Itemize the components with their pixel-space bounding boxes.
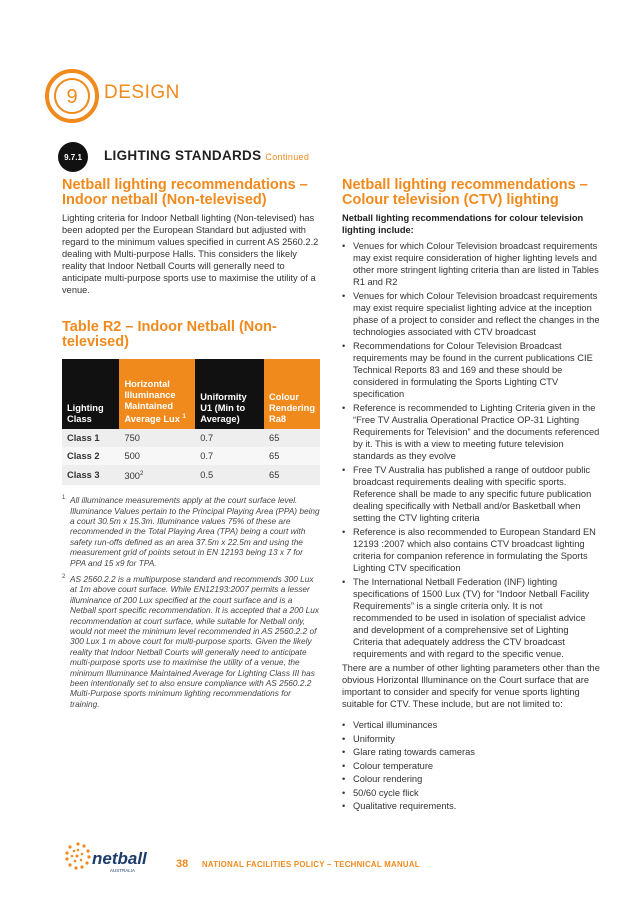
list-item: • Uniformity bbox=[342, 733, 600, 745]
table-row bbox=[62, 447, 320, 465]
row-uniformity: 0.7 bbox=[195, 429, 264, 447]
footnote-text: AS 2560.2.2 is a multipurpose standard and recommends 300 Lux at 1m above court surface. While EN12193:2007 permits a lesser illuminance of 200 Lux specified at the court surface and is a Netball sport specific recommendation. It is accepted that a 200 Lux recommendation at court surface, while suitable for Netball only, would not meet the minimum level recommended in AS 2560.2.2 of 300 Lux 1 m above court for multi-purpose sports. Given the likely reality that Indoor Netball Courts will generally need to anticipate multi-purpose sports use to maximise the utility of a venue, the minimum Illuminance Maintained Average for Lighting Class III has been intentionally set to also ensure compliance with AS 2560.2.2 Multi-Purpose sports minimum lighting recommendations for training. bbox=[70, 573, 320, 709]
footer-title: NATIONAL FACILITIES POLICY – TECHNICAL MANUAL bbox=[202, 860, 420, 869]
list-item: • Glare rating towards cameras bbox=[342, 746, 600, 758]
list-item: • Colour temperature bbox=[342, 760, 600, 772]
chapter-title: DESIGN bbox=[104, 82, 180, 103]
row-class-label: Class 2 bbox=[62, 447, 119, 465]
row-uniformity: 0.5 bbox=[195, 465, 264, 485]
list-item: • Recommendations for Colour Television Broadcast requirements may be found in the current publications CIE Technical Reports 83 and 169 and these should be considered in formulating the Sports Lighting CTV specification bbox=[342, 340, 600, 400]
header-colour-rendering: Colour Rendering Ra8 bbox=[264, 359, 320, 429]
row-rendering: 65 bbox=[264, 447, 320, 465]
lighting-table bbox=[62, 359, 320, 485]
continued-label: Continued bbox=[265, 152, 310, 162]
list-item: • Venues for which Colour Television broadcast requirements may exist require specialist lighting advice at the inception phase of a project to consider and reflect the changes in the technologies associated with CTV broadcast bbox=[342, 290, 600, 338]
right-column bbox=[342, 178, 600, 814]
logo-wordmark: netball bbox=[92, 849, 147, 868]
list-item: • Vertical illuminances bbox=[342, 719, 600, 731]
table-row bbox=[62, 429, 320, 447]
list-item: • Venues for which Colour Television broadcast requirements may exist require consideration of higher lighting levels and other more stringent lighting criteria than are listed in Tables R1 and R2 bbox=[342, 240, 600, 288]
ctv-subhead: Netball lighting recommendations for colour television lighting include: bbox=[342, 213, 584, 235]
list-item: • 50/60 cycle flick bbox=[342, 787, 600, 799]
row-lux: 500 bbox=[119, 447, 195, 465]
table-header-row bbox=[62, 359, 320, 429]
section-title-text: LIGHTING STANDARDS bbox=[104, 148, 262, 163]
logo-subtext: AUSTRALIA bbox=[110, 868, 136, 873]
row-lux-value: 300 bbox=[124, 471, 140, 482]
ctv-parameters-list bbox=[342, 719, 600, 812]
list-item: • Reference is recommended to Lighting Criteria given in the “Free TV Australia Operational Practice OP-31 Lighting Requirements for Television” and the documents referenced by it. This is with a view to meeting future television standards as they evolve bbox=[342, 402, 600, 462]
footnote-mark: 1 bbox=[62, 495, 66, 502]
list-item: • Colour rendering bbox=[342, 773, 600, 785]
footnote-text: All illuminance measurements apply at the court surface level. Illuminance Values pertain to the Principal Playing Area (PPA) being a court 30.5m x 15.3m. Illuminance values 75% of these are recommended in the Total Playing Area (TPA) being a court with safety run-offs defined as an area 37.5m x 22.5m and using the measurement grid of points setout in EN 12193 being 13 x 7 for PPA and 15 x9 for TPA. bbox=[70, 495, 320, 568]
list-item: • Reference is also recommended to European Standard EN 12193 :2007 which also contains CTV broadcast lighting criteria for companion reference in formulating the Sports Lighting CTV specification bbox=[342, 526, 600, 574]
ctv-heading: Netball lighting recommendations – Colour television (CTV) lighting bbox=[342, 177, 588, 208]
header-footnote-mark: 1 bbox=[182, 413, 186, 420]
header-horizontal-illuminance bbox=[119, 359, 195, 429]
header-uniformity: Uniformity U1 (Min to Average) bbox=[195, 359, 264, 429]
left-column bbox=[62, 178, 320, 709]
row-lux bbox=[119, 465, 195, 485]
page-number: 38 bbox=[176, 858, 189, 870]
section-number-badge: 9.7.1 bbox=[58, 142, 88, 172]
row-rendering: 65 bbox=[264, 465, 320, 485]
indoor-intro: Lighting criteria for Indoor Netball lighting (Non-televised) has been adopted per the European Standard but adjusted with regard to the minimum values specified in current AS 2560.2.2 dealing with Multi-purpose Halls. This considers the likely reality that Indoor Netball Courts will generally need to anticipate multi-purpose sports use to maximise the utility of a venue. bbox=[62, 213, 319, 295]
ctv-parameters-paragraph: There are a number of other lighting parameters other than the obvious Horizontal Illuminance on the Court surface that are important to consider and specify for venue sports lighting suitable for CTV. These include, but are not limited to: bbox=[342, 663, 600, 709]
row-uniformity: 0.7 bbox=[195, 447, 264, 465]
footnote bbox=[62, 574, 320, 709]
row-lux: 750 bbox=[119, 429, 195, 447]
list-item: • Free TV Australia has published a range of outdoor public broadcast requirements dealing with specific sports. Reference shall be made to any specific future publication dealing specifically with Netball and/or Basketball when setting the CTV lighting criteria bbox=[342, 464, 600, 524]
netball-australia-logo bbox=[60, 838, 170, 876]
header-illuminance-text: Horizontal Illuminance Maintained Average Lux bbox=[124, 378, 180, 424]
row-class-label: Class 1 bbox=[62, 429, 119, 447]
row-class-label: Class 3 bbox=[62, 465, 119, 485]
row-rendering: 65 bbox=[264, 429, 320, 447]
chapter-badge bbox=[44, 68, 100, 124]
indoor-heading: Netball lighting recommendations – Indoor netball (Non-televised) bbox=[62, 177, 308, 208]
footnote bbox=[62, 495, 320, 568]
header-lighting-class: Lighting Class bbox=[62, 359, 119, 429]
ctv-recommendations-list bbox=[342, 240, 600, 660]
row-lux-footnote-mark: 2 bbox=[139, 471, 144, 477]
section-title bbox=[104, 148, 309, 163]
table-row bbox=[62, 465, 320, 485]
footnote-mark: 2 bbox=[62, 573, 66, 580]
table-title: Table R2 – Indoor Netball (Non-televised) bbox=[62, 319, 277, 350]
list-item: • Qualitative requirements. bbox=[342, 800, 600, 812]
list-item: • The International Netball Federation (INF) lighting specifications of 1500 Lux (TV) for “Indoor Netball Facility Requirements” is a single criteria only. It is not recommended to be used in isolation of specialist advice and development of a comprehensive set of Lighting Criteria that adequately address the CTV broadcast requirements and with regard to the specific venue. bbox=[342, 576, 600, 660]
chapter-number: 9 bbox=[66, 86, 78, 108]
